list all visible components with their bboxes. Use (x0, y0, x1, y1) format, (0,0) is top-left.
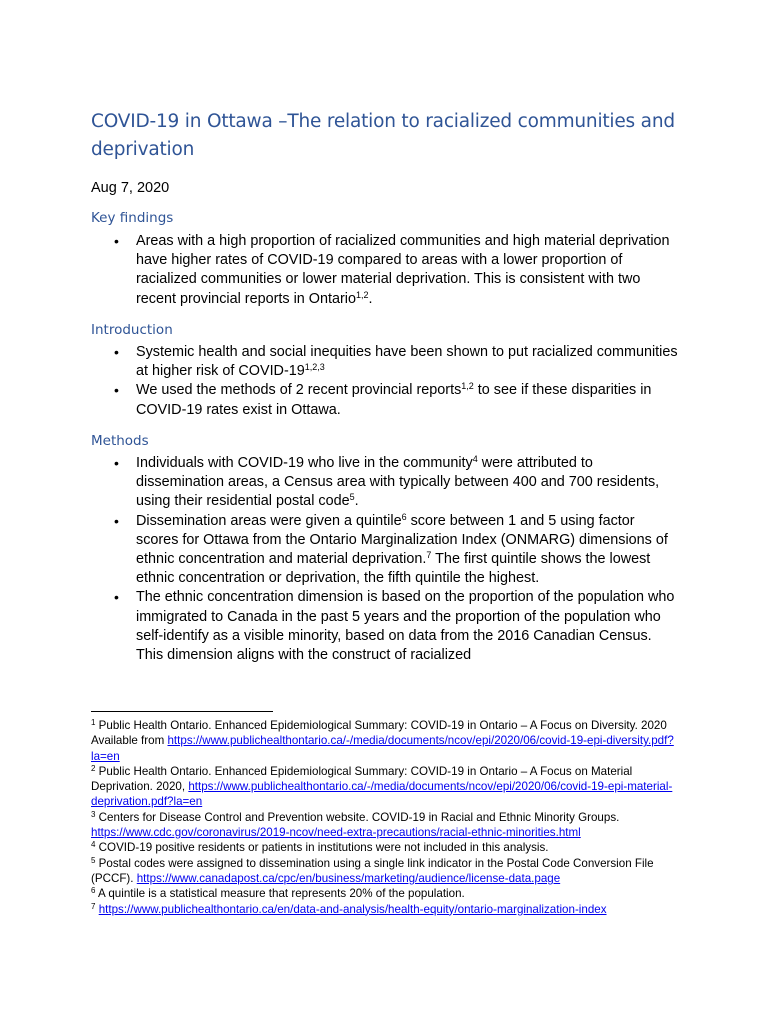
heading-key-findings: Key findings (91, 210, 174, 226)
footnote-link[interactable]: https://www.publichealthontario.ca/-/media/documents/ncov/epi/2020/06/covid-19-epi-material-deprivation.pdf?la=en (91, 780, 673, 809)
footnote: $^5$ Postal codes were assigned to dissemination using a single link indicator in the Postal Code Conversion File (PCCF). https://www.canadapost.ca/cpc/en/business/marketing/audience/license-data.page (91, 855, 654, 885)
footnote: $^6$ A quintile is a statistical measure that represents 20% of the population. (91, 886, 465, 901)
introduction-list (110, 343, 680, 420)
footnote-separator (91, 711, 273, 712)
footnote: $^1$ Public Health Ontario. Enhanced Epidemiological Summary: COVID-19 in Ontario – A Focus on Diversity. 2020 Available from https://www.publichealthontario.ca/-/media/documents/ncov/epi/2020/06/covid-19-epi-diversity.pdf?la=en (91, 718, 674, 763)
footnote: $^4$ COVID-19 positive residents or patients in institutions were not included in this analysis. (91, 840, 549, 855)
footnote: $^7$ https://www.publichealthontario.ca/en/data-and-analysis/health-equity/ontario-marginalization-index (91, 901, 607, 916)
footnote: $^3$ Centers for Disease Control and Prevention website. COVID-19 in Racial and Ethnic Minority Groups. https://www.cdc.gov/coronavirus/2019-ncov/need-extra-precautions/racial-ethnic-minorities.html (91, 809, 620, 840)
footnote-link[interactable]: https://www.canadapost.ca/cpc/en/business/marketing/audience/license-data.page (136, 871, 561, 885)
heading-introduction: Introduction (91, 322, 173, 338)
report-date: Aug 7, 2020 (91, 180, 170, 196)
footnotes (91, 718, 691, 917)
list-item: • The ethnic concentration dimension is based on the proportion of the population who immigrated to Canada in the past 5 years and the proportion of the population who self-identify as a visible minority, based on data from the 2016 Canadian Census. This dimension aligns with the construct of racialized (110, 588, 680, 665)
list-item: • Dissemination areas were given a quintile$^6$ score between 1 and 5 using factor scores for Ottawa from the Ontario Marginalization Index (ONMARG) dimensions of ethnic concentration and material deprivation.$^7$ The first quintile shows the lowest ethnic concentration or deprivation, the fifth quintile the highest. (110, 512, 680, 589)
heading-methods: Methods (91, 433, 149, 449)
methods-list (110, 454, 680, 665)
list-item: • Systemic health and social inequities have been shown to put racialized communities at higher risk of COVID-19$^{1,2,3}$ (110, 343, 680, 381)
key-findings-list (110, 232, 680, 309)
footnote: $^2$ Public Health Ontario. Enhanced Epidemiological Summary: COVID-19 in Ontario – A Focus on Material Deprivation. 2020, https://www.publichealthontario.ca/-/media/documents/ncov/epi/2020/06/covid-19-epi-material-deprivation.pdf?la=en (91, 763, 673, 809)
footnote-link[interactable]: https://www.publichealthontario.ca/en/data-and-analysis/health-equity/ontario-marginalization-index (98, 902, 607, 916)
list-item: • We used the methods of 2 recent provincial reports$^{1,2}$ to see if these disparities in COVID-19 rates exist in Ottawa. (110, 381, 680, 419)
page-title: COVID-19 in Ottawa –The relation to racialized communities and deprivation (91, 111, 675, 160)
list-item: • Areas with a high proportion of racialized communities and high material deprivation have higher rates of COVID-19 compared to areas with a lower proportion of racialized communities or lower material deprivation. This is consistent with two recent provincial reports in Ontario$^{1,2}$. (110, 232, 680, 309)
list-item: • Individuals with COVID-19 who live in the community$^4$ were attributed to dissemination areas, a Census area with typically between 400 and 700 residents, using their residential postal code$^5$. (110, 454, 680, 512)
footnote-link[interactable]: https://www.cdc.gov/coronavirus/2019-ncov/need-extra-precautions/racial-ethnic-minorities.html (91, 826, 581, 840)
footnote-link[interactable]: https://www.publichealthontario.ca/-/media/documents/ncov/epi/2020/06/covid-19-epi-diversity.pdf?la=en (91, 734, 674, 763)
